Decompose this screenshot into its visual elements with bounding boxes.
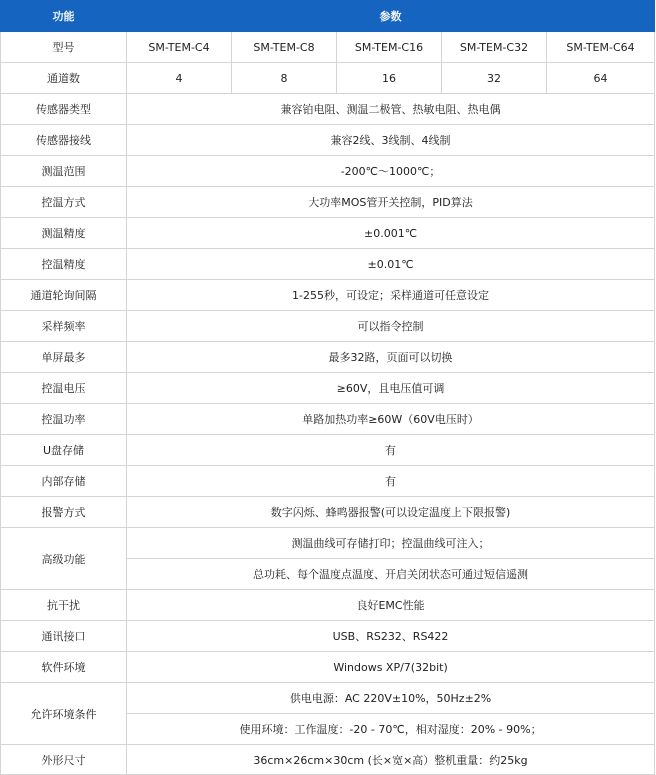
header-parameters: 参数 [127,1,655,32]
value-sampling-freq: 可以指令控制 [127,311,655,342]
row-sensor-wiring [1,125,655,156]
table-header-row [1,1,655,32]
label-control-precision: 控温精度 [1,249,127,280]
value-control-method: 大功率MOS管开关控制，PID算法 [127,187,655,218]
value-polling-interval: 1-255秒，可设定；采样通道可任意设定 [127,280,655,311]
value-sensor-wiring: 兼容2线、3线制、4线制 [127,125,655,156]
row-advanced-1 [1,528,655,559]
label-sensor-type: 传感器类型 [1,94,127,125]
label-alarm-method: 报警方式 [1,497,127,528]
model-c4: SM-TEM-C4 [127,32,232,63]
value-advanced-1: 测温曲线可存储打印；控温曲线可注入； [127,528,655,559]
row-internal-storage [1,466,655,497]
label-usb-storage: U盘存储 [1,435,127,466]
value-dimensions: 36cm×26cm×30cm (长×宽×高）整机重量：约25kg [127,745,655,775]
row-channels [1,63,655,94]
row-model [1,32,655,63]
value-measure-precision: ±0.001℃ [127,218,655,249]
label-channels: 通道数 [1,63,127,94]
value-alarm-method: 数字闪烁、蜂鸣器报警(可以设定温度上下限报警) [127,497,655,528]
model-c8: SM-TEM-C8 [232,32,337,63]
label-anti-interference: 抗干扰 [1,590,127,621]
value-control-power: 单路加热功率≥60W（60V电压时） [127,404,655,435]
label-software-env: 软件环境 [1,652,127,683]
value-internal-storage: 有 [127,466,655,497]
row-polling-interval [1,280,655,311]
value-software-env: Windows XP/7(32bit) [127,652,655,683]
row-sensor-type [1,94,655,125]
value-env-1: 供电电源：AC 220V±10%，50Hz±2% [127,683,655,714]
model-c32: SM-TEM-C32 [442,32,547,63]
label-control-voltage: 控温电压 [1,373,127,404]
label-sampling-freq: 采样频率 [1,311,127,342]
row-measure-precision [1,218,655,249]
value-usb-storage: 有 [127,435,655,466]
label-internal-storage: 内部存储 [1,466,127,497]
label-polling-interval: 通道轮询间隔 [1,280,127,311]
label-measure-range: 测温范围 [1,156,127,187]
value-comm-interface: USB、RS232、RS422 [127,621,655,652]
channels-c32: 32 [442,63,547,94]
label-sensor-wiring: 传感器接线 [1,125,127,156]
row-comm-interface [1,621,655,652]
model-c16: SM-TEM-C16 [337,32,442,63]
row-measure-range [1,156,655,187]
row-dimensions [1,745,655,775]
channels-c4: 4 [127,63,232,94]
header-function: 功能 [1,1,127,32]
label-measure-precision: 测温精度 [1,218,127,249]
row-anti-interference [1,590,655,621]
value-anti-interference: 良好EMC性能 [127,590,655,621]
label-dimensions: 外形尺寸 [1,745,127,775]
channels-c64: 64 [547,63,655,94]
label-control-power: 控温功率 [1,404,127,435]
row-sampling-freq [1,311,655,342]
channels-c16: 16 [337,63,442,94]
value-measure-range: -200℃～1000℃； [127,156,655,187]
value-control-voltage: ≥60V，且电压值可调 [127,373,655,404]
row-env-1 [1,683,655,714]
row-control-method [1,187,655,218]
label-control-method: 控温方式 [1,187,127,218]
value-sensor-type: 兼容铂电阻、测温二极管、热敏电阻、热电偶 [127,94,655,125]
row-control-voltage [1,373,655,404]
label-comm-interface: 通讯接口 [1,621,127,652]
value-control-precision: ±0.01℃ [127,249,655,280]
row-usb-storage [1,435,655,466]
label-screen-max: 单屏最多 [1,342,127,373]
row-control-precision [1,249,655,280]
label-model: 型号 [1,32,127,63]
label-env-conditions: 允许环境条件 [1,683,127,745]
row-control-power [1,404,655,435]
row-alarm-method [1,497,655,528]
model-c64: SM-TEM-C64 [547,32,655,63]
value-advanced-2: 总功耗、每个温度点温度、开启关闭状态可通过短信遥测 [127,559,655,590]
value-env-2: 使用环境：工作温度：-20 - 70℃，相对湿度：20% - 90%； [127,714,655,745]
channels-c8: 8 [232,63,337,94]
value-screen-max: 最多32路，页面可以切换 [127,342,655,373]
row-software-env [1,652,655,683]
label-advanced: 高级功能 [1,528,127,590]
row-screen-max [1,342,655,373]
